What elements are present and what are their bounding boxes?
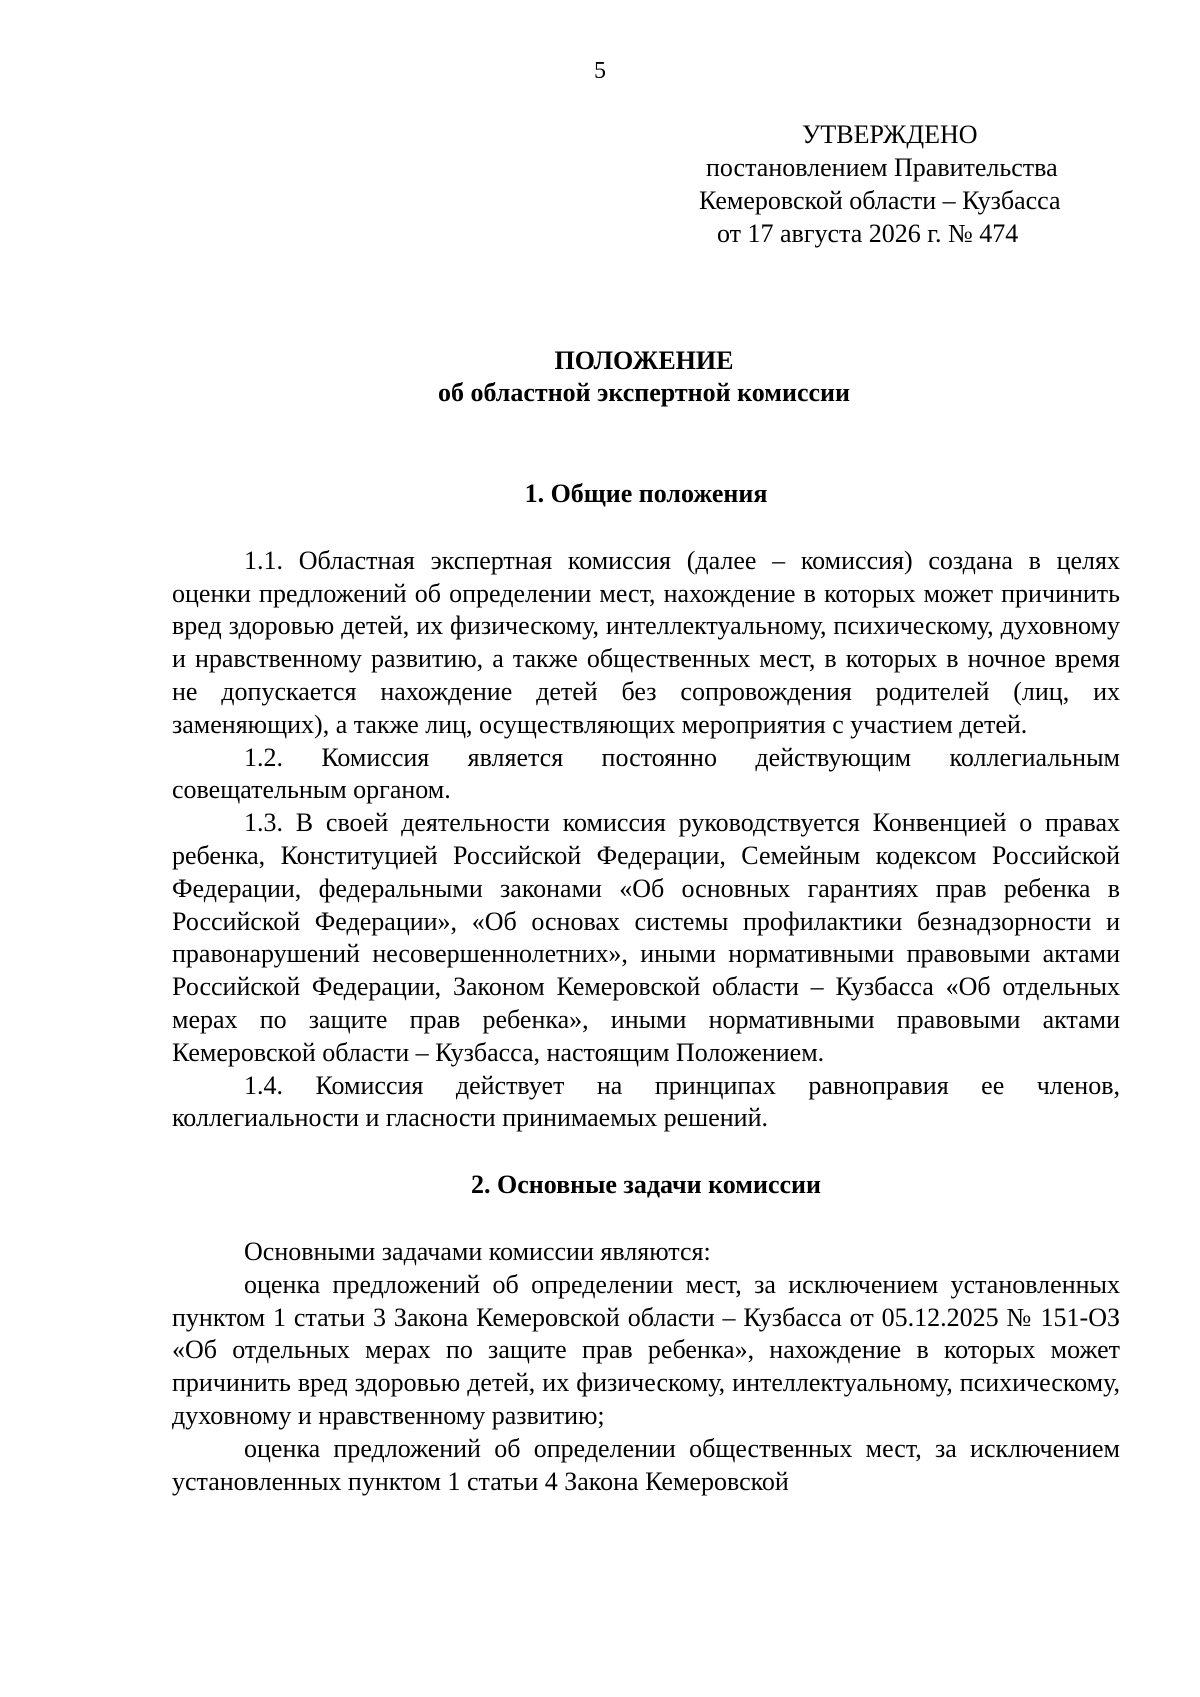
paragraph-1-2: 1.2. Комиссия является постоянно действующим коллегиальным совещательным органом.	[172, 742, 1120, 805]
paragraph-2-intro: Основными задачами комиссии являются:	[244, 1236, 711, 1266]
document-title	[0, 345, 1200, 409]
section-heading-1: 1. Общие положения	[524, 479, 768, 508]
section-heading-2: 2. Основные задачи комиссии	[470, 1170, 822, 1200]
document-title-main: ПОЛОЖЕНИЕ	[554, 346, 734, 375]
paragraph-1-3: 1.3. В своей деятельности комиссия руководствуется Конвенцией о правах ребенка, Конституцией Российской Федерации, Семейным кодексом Российской Федерации, федеральными законами «Об основных гарантиях прав ребенка в Российской Федерации», «Об основах системы профилактики безнадзорности и правонарушений несовершеннолетних», иными нормативными правовыми актами Российской Федерации, Законом Кемеровской области – Кузбасса «Об отдельных мерах по защите прав ребенка», иными нормативными правовыми актами Кемеровской области – Кузбасса, настоящим Положением.	[172, 808, 1120, 1067]
document-body	[172, 478, 1120, 1498]
page-number: 5	[594, 58, 606, 84]
approval-line-date: от 17 августа 2026 г. № 474	[717, 219, 1019, 248]
approval-line-approved: УТВЕРЖДЕНО	[802, 120, 978, 149]
approval-line-region: Кемеровской области – Кузбасса	[699, 186, 1061, 215]
approval-stamp	[690, 118, 1130, 250]
paragraph-2-task-2: оценка предложений об определении общественных мест, за исключением установленных пунктом 1 статьи 4 Закона Кемеровской	[172, 1433, 1120, 1496]
paragraph-1-4: 1.4. Комиссия действует на принципах равноправия ее членов, коллегиальности и гласности принимаемых решений.	[172, 1070, 1120, 1133]
document-title-sub: об областной экспертной комиссии	[437, 378, 851, 407]
paragraph-1-1: 1.1. Областная экспертная комиссия (далее – комиссия) создана в целях оценки предложений об определении мест, нахождение в которых может причинить вред здоровью детей, их физическому, интеллектуальному, психическому, духовному и нравственному развитию, а также общественных мест, в которых в ночное время не допускается нахождение детей без сопровождения родителей (лиц, их заменяющих), а также лиц, осуществляющих мероприятия с участием детей.	[172, 545, 1120, 739]
paragraph-2-task-1: оценка предложений об определении мест, за исключением установленных пунктом 1 статьи 3 Закона Кемеровской области – Кузбасса от 05.12.2025 № 151-ОЗ «Об отдельных мерах по защите прав ребенка», нахождение в которых может причинить вред здоровью детей, их физическому, интеллектуальному, психическому, духовному и нравственному развитию;	[172, 1269, 1120, 1430]
approval-line-resolution: постановлением Правительства	[706, 153, 1058, 182]
